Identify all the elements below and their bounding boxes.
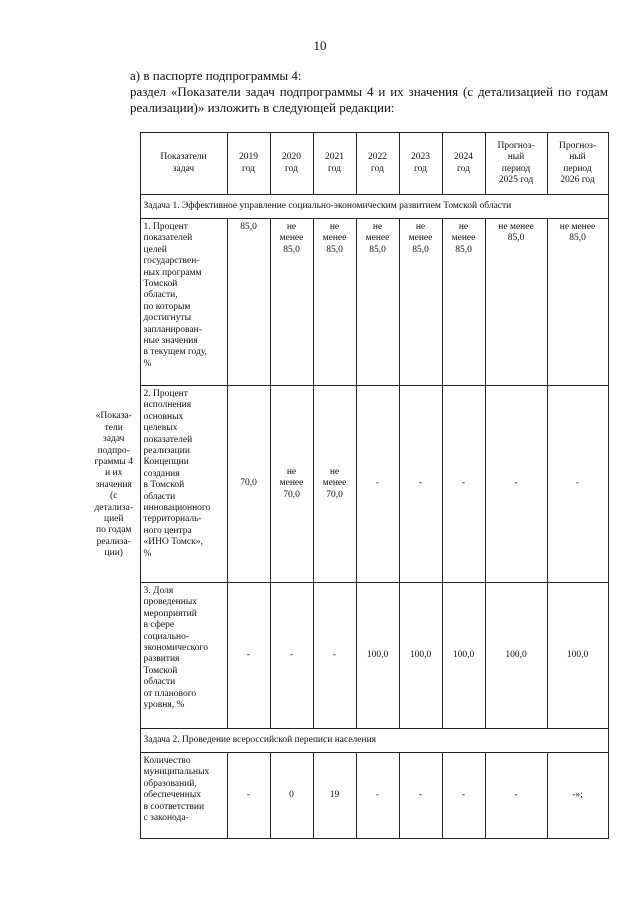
header-2022: 2022 год <box>356 133 399 195</box>
value-cell: 100,0 <box>547 583 608 729</box>
value-cell: 100,0 <box>485 583 547 729</box>
task-row <box>88 729 608 753</box>
table-row <box>88 753 608 839</box>
value-cell: - <box>399 386 442 583</box>
task-2-title: Задача 2. Проведение всероссийской переписи населения <box>140 729 608 753</box>
header-2021: 2021 год <box>313 133 356 195</box>
value-cell: - <box>356 386 399 583</box>
value-cell: не менее 85,0 <box>399 219 442 386</box>
value-cell: 19 <box>313 753 356 839</box>
value-cell: - <box>442 386 485 583</box>
value-cell: 0 <box>270 753 313 839</box>
value-cell: не менее 85,0 <box>547 219 608 386</box>
value-cell: - <box>313 583 356 729</box>
value-cell: 100,0 <box>442 583 485 729</box>
header-2026: Прогноз- ный период 2026 год <box>547 133 608 195</box>
header-2019: 2019 год <box>227 133 270 195</box>
table-row <box>88 583 608 729</box>
value-cell: - <box>227 753 270 839</box>
value-cell: 100,0 <box>356 583 399 729</box>
table-row <box>88 219 608 386</box>
value-cell: не менее 85,0 <box>356 219 399 386</box>
header-indicators: Показатели задач <box>140 133 227 195</box>
indicator-name: 2. Процент исполнения основных целевых показателей реализации Концепции создания в Томской области инновационного территориаль- ного центра «ИНО Томск», % <box>140 386 227 583</box>
indicators-table <box>88 132 609 839</box>
header-2024: 2024 год <box>442 133 485 195</box>
value-cell: - <box>442 753 485 839</box>
value-cell: не менее 70,0 <box>270 386 313 583</box>
value-cell: не менее 85,0 <box>485 219 547 386</box>
value-cell: -»; <box>547 753 608 839</box>
value-cell: - <box>356 753 399 839</box>
value-cell: не менее 70,0 <box>313 386 356 583</box>
value-cell: - <box>270 583 313 729</box>
value-cell: не менее 85,0 <box>313 219 356 386</box>
task-1-title: Задача 1. Эффективное управление социально-экономическим развитием Томской области <box>140 195 608 219</box>
indicator-name: 1. Процент показателей целей государствен- ных программ Томской области, по которым достигнуты запланирован- ные значения в текущем году, % <box>140 219 227 386</box>
page-number: 10 <box>313 38 327 53</box>
header-2025: Прогноз- ный период 2025 год <box>485 133 547 195</box>
intro-text <box>88 68 608 116</box>
indicator-name: Количество муниципальных образований, обеспеченных в соответствии с законода- <box>140 753 227 839</box>
table-row <box>88 386 608 583</box>
value-cell: - <box>547 386 608 583</box>
value-cell: 85,0 <box>227 219 270 386</box>
task-row <box>88 195 608 219</box>
value-cell: - <box>227 583 270 729</box>
value-cell: 100,0 <box>399 583 442 729</box>
intro-line-1: а) в паспорте подпрограммы 4: <box>130 68 302 83</box>
value-cell: не менее 85,0 <box>442 219 485 386</box>
indicator-name: 3. Доля проведенных мероприятий в сфере социально- экономического развития Томской области от планового уровня, % <box>140 583 227 729</box>
header-2023: 2023 год <box>399 133 442 195</box>
value-cell: не менее 85,0 <box>270 219 313 386</box>
value-cell: 70,0 <box>227 386 270 583</box>
table-header-row <box>88 133 608 195</box>
value-cell: - <box>485 753 547 839</box>
header-2020: 2020 год <box>270 133 313 195</box>
value-cell: - <box>485 386 547 583</box>
intro-line-2: раздел «Показатели задач подпрограммы 4 и их значения (с детализацией по годам реализации)» изложить в следующей редакции: <box>130 84 608 115</box>
value-cell: - <box>399 753 442 839</box>
table-stub-label: «Показа- тели задач подпро- граммы 4 и их значения (с детализа- цией по годам реализа- ции) <box>88 133 140 839</box>
